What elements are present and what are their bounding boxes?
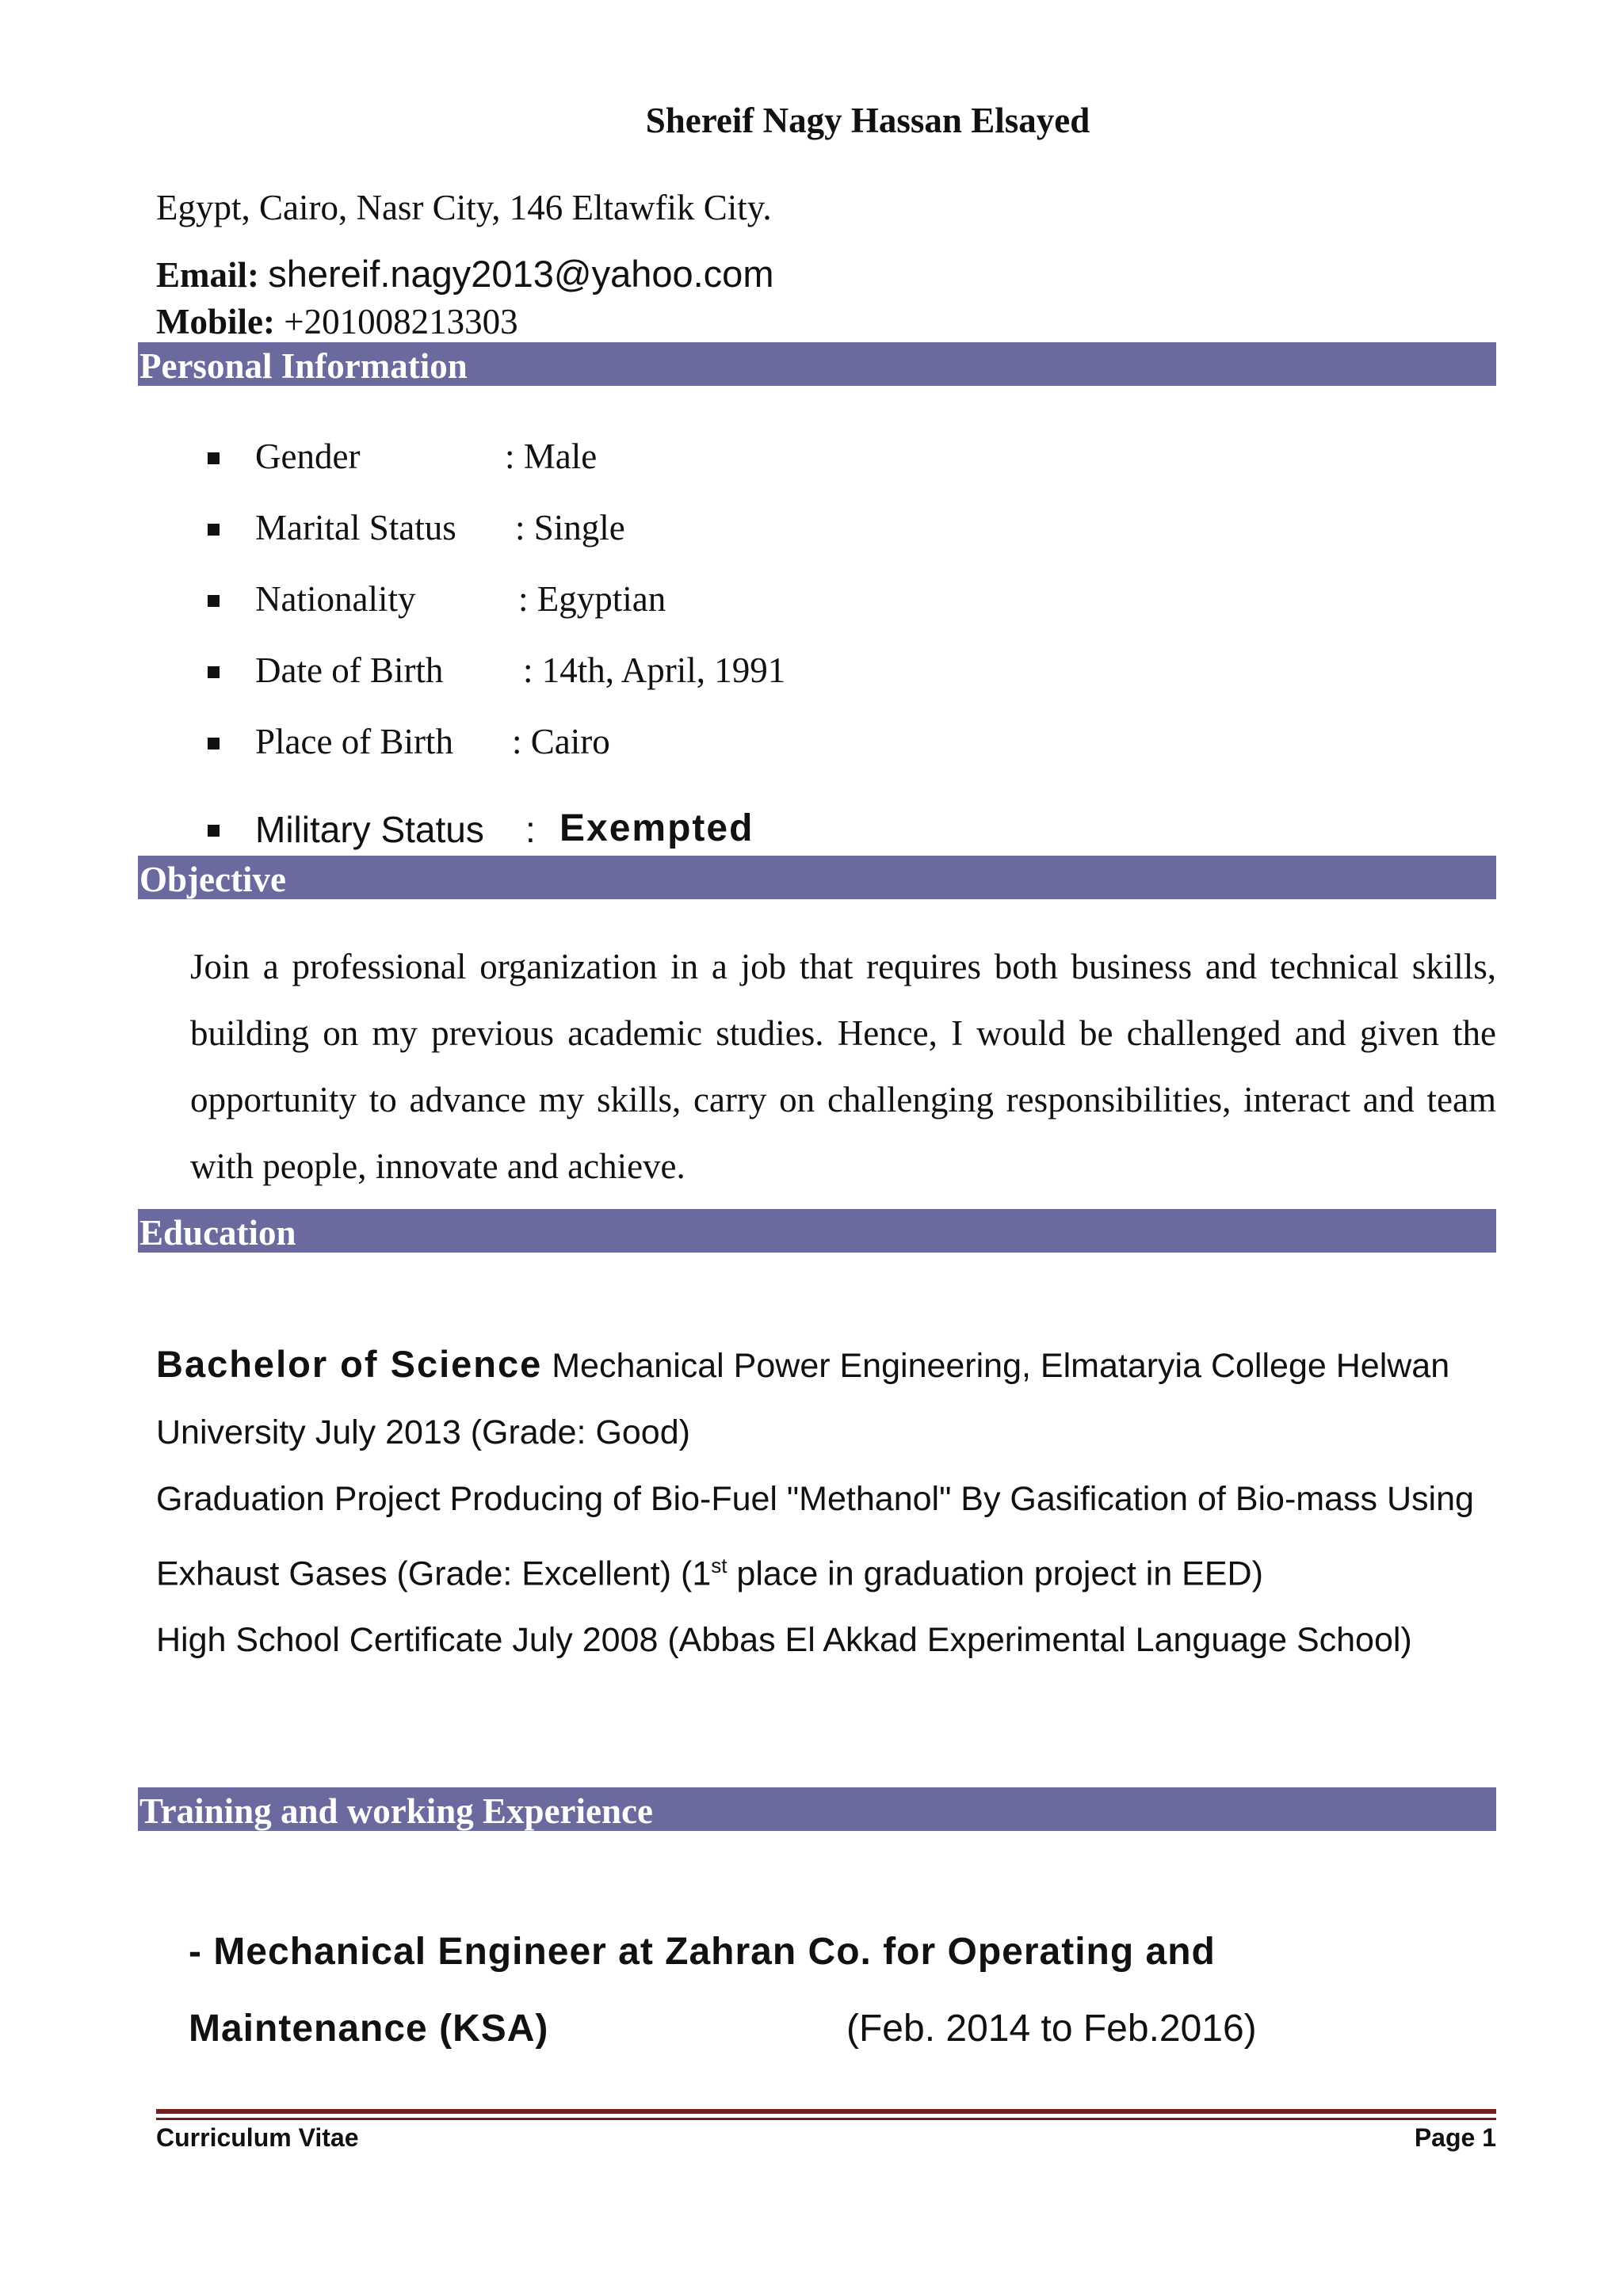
section-title-training: Training and working Experience xyxy=(139,1791,653,1831)
education-degree xyxy=(156,1331,1503,1466)
footer-divider-thin xyxy=(156,2118,1496,2120)
section-header-training xyxy=(138,1787,1496,1831)
footer-divider xyxy=(156,2109,1496,2114)
email-label: Email: xyxy=(156,255,259,295)
personal-label: Gender xyxy=(255,437,361,476)
email-line xyxy=(156,252,773,296)
personal-value: : Cairo xyxy=(512,722,610,761)
degree-title: Bachelor of Science xyxy=(156,1343,543,1385)
experience-title-line1: - Mechanical Engineer at Zahran Co. for Operating and xyxy=(189,1931,1216,1973)
personal-value: : Egyptian xyxy=(518,579,666,619)
email-address: shereif.nagy2013@yahoo.com xyxy=(268,253,774,295)
footer-label: Curriculum Vitae xyxy=(156,2123,359,2152)
section-title-objective: Objective xyxy=(139,860,286,899)
experience-period: (Feb. 2014 to Feb.2016) xyxy=(846,2008,1257,2050)
mobile-line xyxy=(156,301,518,342)
bullet-icon xyxy=(208,595,220,607)
address: Egypt, Cairo, Nasr City, 146 Eltawfik City. xyxy=(156,188,772,227)
personal-label: Place of Birth xyxy=(255,722,453,761)
page-number: Page 1 xyxy=(1414,2123,1496,2152)
project-superscript: st xyxy=(711,1554,727,1577)
personal-colon: : xyxy=(525,809,536,850)
section-header-education xyxy=(138,1209,1496,1253)
bullet-icon xyxy=(208,452,220,464)
personal-label: Date of Birth xyxy=(255,650,444,690)
education-content xyxy=(156,1331,1503,1673)
bullet-icon xyxy=(208,825,220,837)
personal-value: : 14th, April, 1991 xyxy=(523,650,786,690)
project-text: Graduation Project Producing of Bio-Fuel "Methanol" By Gasification of Bio-mass Using Exhaust Gases (Grade: Excellent) (1 xyxy=(156,1480,1474,1593)
personal-value: : Single xyxy=(515,508,625,547)
bullet-icon xyxy=(208,666,220,678)
experience-title-line2: Maintenance (KSA) xyxy=(189,2008,549,2050)
education-high-school: High School Certificate July 2008 (Abbas El Akkad Experimental Language School) xyxy=(156,1621,1412,1660)
mobile-number: +201008213303 xyxy=(284,302,518,341)
section-title-personal: Personal Information xyxy=(139,346,468,386)
personal-value: : Male xyxy=(505,437,598,476)
bullet-icon xyxy=(208,524,220,536)
objective-text: Join a professional organization in a job that requires both business and technical skills, building on my previous academic studies. Hence, I would be challenged and given the opportunity to advance my skills, carry on challenging responsibilities, interact and team with people, innovate and achieve. xyxy=(190,947,1496,1186)
personal-label: Nationality xyxy=(255,579,416,619)
section-header-personal xyxy=(138,342,1496,386)
mobile-label: Mobile: xyxy=(156,302,275,341)
section-title-education: Education xyxy=(139,1213,296,1253)
education-project xyxy=(156,1466,1503,1607)
personal-value: Exempted xyxy=(559,807,754,849)
page-title: Shereif Nagy Hassan Elsayed xyxy=(645,101,1090,140)
personal-label: Marital Status xyxy=(255,508,456,547)
degree-detail: Mechanical Power Engineering, Elmataryia College Helwan University July 2013 (Grade: Good) xyxy=(156,1347,1450,1451)
bullet-icon xyxy=(208,738,220,749)
project-text-end: place in graduation project in EED) xyxy=(727,1554,1263,1593)
personal-label: Military Status xyxy=(255,809,484,850)
section-header-objective xyxy=(138,856,1496,899)
